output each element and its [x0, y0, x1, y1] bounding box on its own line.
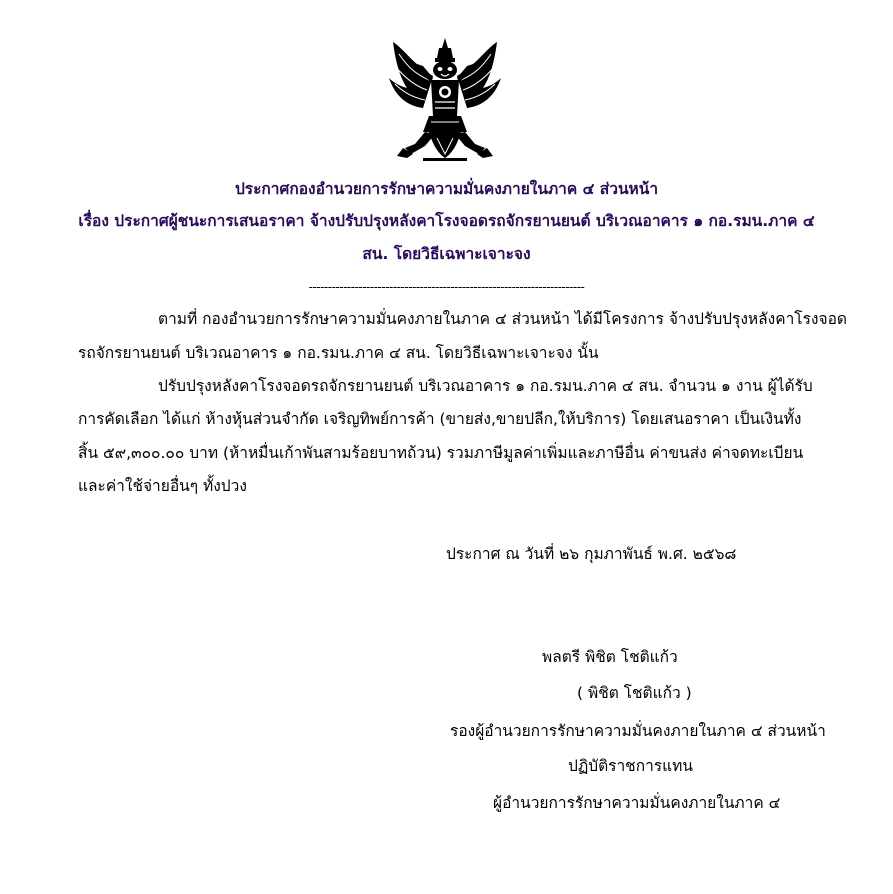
announcement-date: ประกาศ ณ วันที่ ๒๖ กุมภาพันธ์ พ.ศ. ๒๕๖๘: [446, 545, 737, 563]
signer-acting: ปฏิบัติราชการแทน: [568, 757, 693, 775]
signer-rank-name: พลตรี พิชิต โชติแก้ว: [542, 648, 678, 666]
para2-line3: สิ้น ๕๙,๓๐๐.๐๐ บาท (ห้าหมื่นเก้าพันสามร้อยบาทถ้วน) รวมภาษีมูลค่าเพิ่มและภาษีอื่น ค่าขนส่ง ค่าจดทะเบียน: [78, 444, 804, 462]
signer-name-parenthetical: ( พิชิต โชติแก้ว ): [577, 684, 692, 702]
para1-line1: ตามที่ กองอำนวยการรักษาความมั่นคงภายในภาค ๔ ส่วนหน้า ได้มีโครงการ จ้างปรับปรุงหลังคาโรงจอด: [158, 310, 847, 328]
para2-line2: การคัดเลือก ได้แก่ ห้างหุ้นส่วนจำกัด เจริญทิพย์การค้า (ขายส่ง,ขายปลีก,ให้บริการ) โดยเสนอราคา เป็นเงินทั้ง: [78, 410, 802, 428]
signer-for-position: ผู้อำนวยการรักษาความมั่นคงภายในภาค ๔: [493, 794, 781, 812]
garuda-emblem-icon: [385, 36, 505, 168]
subject-line-1: เรื่อง ประกาศผู้ชนะการเสนอราคา จ้างปรับปรุงหลังคาโรงจอดรถจักรยานยนต์ บริเวณอาคาร ๑ กอ.รมน.ภาค ๔: [78, 212, 815, 230]
subject-line-2: สน. โดยวิธีเฉพาะเจาะจง: [362, 245, 531, 263]
separator-line: ------------------------------------------------------------------------: [308, 280, 585, 294]
agency-title: ประกาศกองอำนวยการรักษาความมั่นคงภายในภาค ๔ ส่วนหน้า: [234, 180, 659, 198]
signer-position: รองผู้อำนวยการรักษาความมั่นคงภายในภาค ๔ ส่วนหน้า: [450, 722, 826, 740]
para2-line4: และค่าใช้จ่ายอื่นๆ ทั้งปวง: [78, 477, 247, 495]
para1-line2: รถจักรยานยนต์ บริเวณอาคาร ๑ กอ.รมน.ภาค ๔ สน. โดยวิธีเฉพาะเจาะจง นั้น: [78, 344, 599, 362]
para2-line1: ปรับปรุงหลังคาโรงจอดรถจักรยานยนต์ บริเวณอาคาร ๑ กอ.รมน.ภาค ๔ สน. จำนวน ๑ งาน ผู้ได้รับ: [158, 377, 813, 395]
